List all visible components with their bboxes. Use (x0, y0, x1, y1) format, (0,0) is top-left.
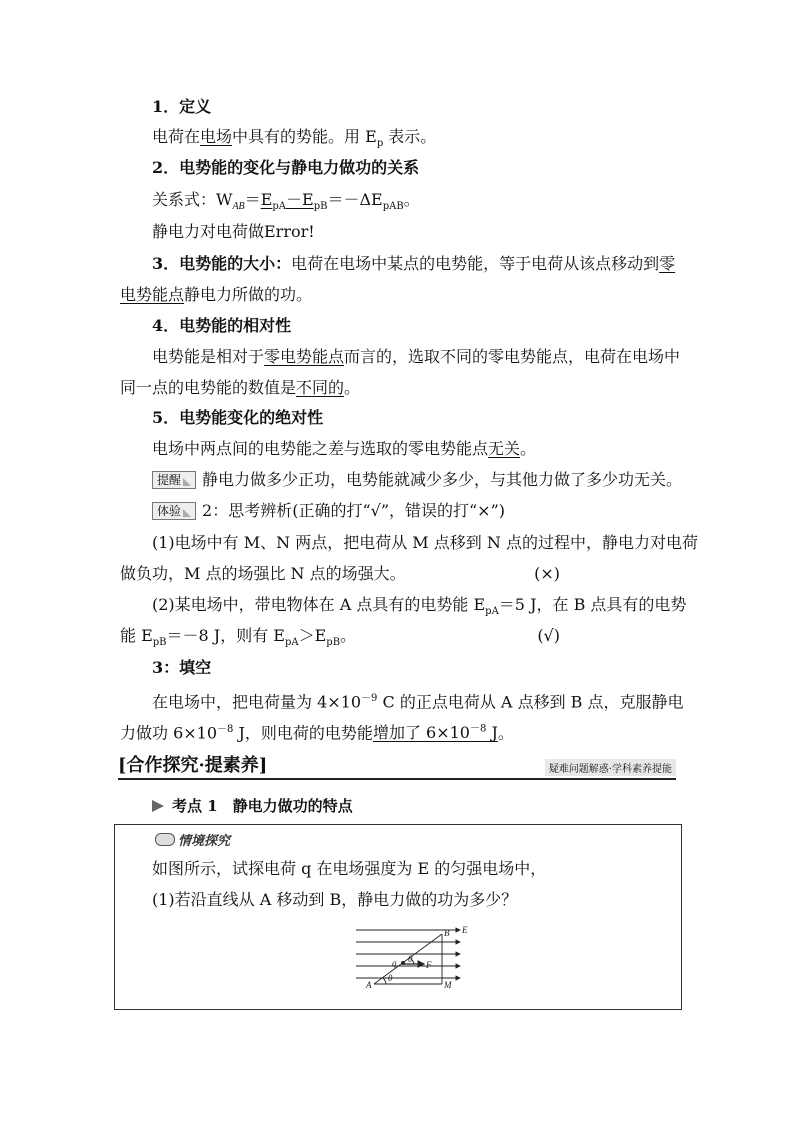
play-triangle-icon (152, 800, 164, 812)
underlined-answer: 增加了 6×10 (372, 723, 470, 743)
underlined-answer: 不同的 (296, 378, 345, 397)
relativity-line-2 (120, 377, 680, 399)
cloud-icon (155, 833, 175, 846)
error-line: 静电力对电荷做Error! (152, 222, 315, 241)
question-1-line-1: (1)电场中有 M、N 两点，把电荷从 M 点移到 N 点的过程中，静电力对电荷 (152, 533, 698, 552)
label-a: A (366, 980, 372, 990)
question-2-line-1 (152, 594, 712, 623)
reminder-text: 静电力做多少正功，电势能就减少多少，与其他力做了多少功无关。 (202, 470, 683, 489)
text-span: 电势能是相对于 (152, 347, 265, 366)
question-2-line-2 (120, 625, 680, 654)
scenario-label (155, 830, 230, 849)
text-span: ＝ (244, 190, 261, 209)
subscript: pAB (382, 201, 404, 213)
underlined-answer: E (260, 190, 273, 209)
text-span: (2)某电场中，带电物体在 A 点具有的电势能 E (152, 595, 486, 614)
text-span: 力做功 6×10 (120, 723, 218, 743)
heading-inline: 3．电势能的大小： (152, 254, 292, 273)
text-span: 关系式：W (152, 190, 233, 209)
text-span: 电荷在 (152, 127, 201, 146)
text-span: 。 (340, 626, 357, 645)
test-charge (401, 961, 405, 965)
text-span: 电场中两点间的电势能之差与选取的零电势能点 (152, 439, 489, 458)
label-b: B (444, 928, 450, 938)
underlined-answer: 电势能点 (120, 285, 185, 304)
fill-line-2 (120, 719, 680, 744)
subscript: pA (284, 637, 299, 649)
text-span: 。 (520, 439, 537, 458)
superscript: －8 (469, 724, 487, 735)
subscript: pA (485, 606, 499, 618)
experience-tag: 体验 (152, 502, 196, 520)
underlined-answer: 电场 (200, 127, 233, 146)
subscript: p (376, 138, 384, 150)
definition-text (152, 126, 712, 155)
subscript: AB (232, 201, 245, 213)
question-1-line-2 (120, 563, 680, 585)
heading-absolute: 5．电势能变化的绝对性 (152, 408, 324, 427)
text-span: 。 (403, 190, 420, 209)
subscript: pB (326, 637, 341, 649)
topic-heading (152, 795, 353, 817)
angle-arc (383, 978, 386, 984)
label-f: F (426, 960, 432, 970)
heading-relativity: 4．电势能的相对性 (152, 316, 292, 335)
relativity-line-1 (152, 346, 712, 368)
label-m: M (444, 980, 452, 990)
magnitude-line-1 (152, 253, 712, 275)
heading-fill-blank: 3：填空 (152, 658, 212, 677)
superscript: －9 (361, 693, 378, 704)
subscript: pB (313, 201, 328, 213)
underlined-answer: － (286, 190, 303, 209)
text-span: C 的正点电荷从 A 点移到 B 点，克服静电 (377, 692, 684, 712)
answer-mark: (×) (534, 564, 560, 583)
text-span: ＝－8 J，则有 E (166, 626, 285, 645)
underlined-answer: E (302, 190, 314, 209)
text-span: 。 (497, 723, 514, 743)
text-span: 能 E (120, 626, 153, 645)
heading-relation: 2．电势能的变化与静电力做功的关系 (152, 158, 420, 177)
underlined-answer: 无关 (488, 439, 521, 458)
experience-line (152, 500, 712, 522)
text-span: 静电力所做的功。 (184, 285, 313, 304)
section-title: [合作探究·提素养] (118, 755, 268, 776)
answer-mark: (√) (537, 626, 560, 645)
experience-text: 2：思考辨析(正确的打“√”，错误的打“×”) (202, 501, 506, 520)
magnitude-line-2 (120, 284, 680, 306)
label-theta: θ (388, 973, 393, 983)
text-span: 而言的，选取不同的零电势能点，电荷在电场中 (344, 347, 681, 366)
text-span: 做负功，M 点的场强比 N 点的场强大。 (120, 564, 406, 583)
electric-field-figure (352, 922, 472, 994)
text-span: 电荷在电场中某点的电势能，等于电荷从该点移动到 (291, 254, 660, 273)
scenario-question-1: (1)若沿直线从 A 移动到 B，静电力做的功为多少？ (152, 890, 518, 909)
text-span: ＝－ΔE (327, 190, 383, 209)
text-span: 。 (344, 378, 361, 397)
underlined-answer: 零 (659, 254, 676, 273)
subscript: pA (272, 201, 286, 213)
superscript: －8 (217, 724, 234, 735)
text-span: J，则电荷的电势能 (233, 723, 373, 743)
text-span: ＝5 J，在 B 点具有的电势 (498, 595, 687, 614)
underlined-answer: J (486, 723, 498, 743)
label-theta: θ (408, 954, 413, 964)
text-span: ＞E (298, 626, 327, 645)
label-e: E (462, 925, 468, 935)
heading-definition: 1．定义 (152, 97, 212, 116)
label-q: q (392, 958, 397, 968)
scenario-text-1: 如图所示，试探电荷 q 在电场强度为 E 的匀强电场中， (152, 859, 547, 878)
text-span: 表示。 (383, 127, 437, 146)
fill-line-1 (152, 688, 712, 713)
relation-formula (152, 189, 712, 218)
text-span: 在电场中，把电荷量为 4×10 (152, 692, 362, 712)
absolute-text (152, 438, 712, 460)
text-span: 中具有的势能。用 E (232, 127, 377, 146)
reminder-tag: 提醒 (152, 471, 196, 489)
scenario-label-text: 情境探究 (178, 834, 231, 849)
section-subtitle: 疑难问题解惑·学科素养提能 (545, 759, 676, 776)
topic-text: 考点 1 静电力做功的特点 (172, 797, 353, 815)
text-span: 同一点的电势能的数值是 (120, 378, 297, 397)
reminder-line (152, 469, 712, 491)
underlined-answer: 零电势能点 (264, 347, 345, 366)
subscript: pB (152, 637, 167, 649)
section-header (118, 754, 676, 780)
